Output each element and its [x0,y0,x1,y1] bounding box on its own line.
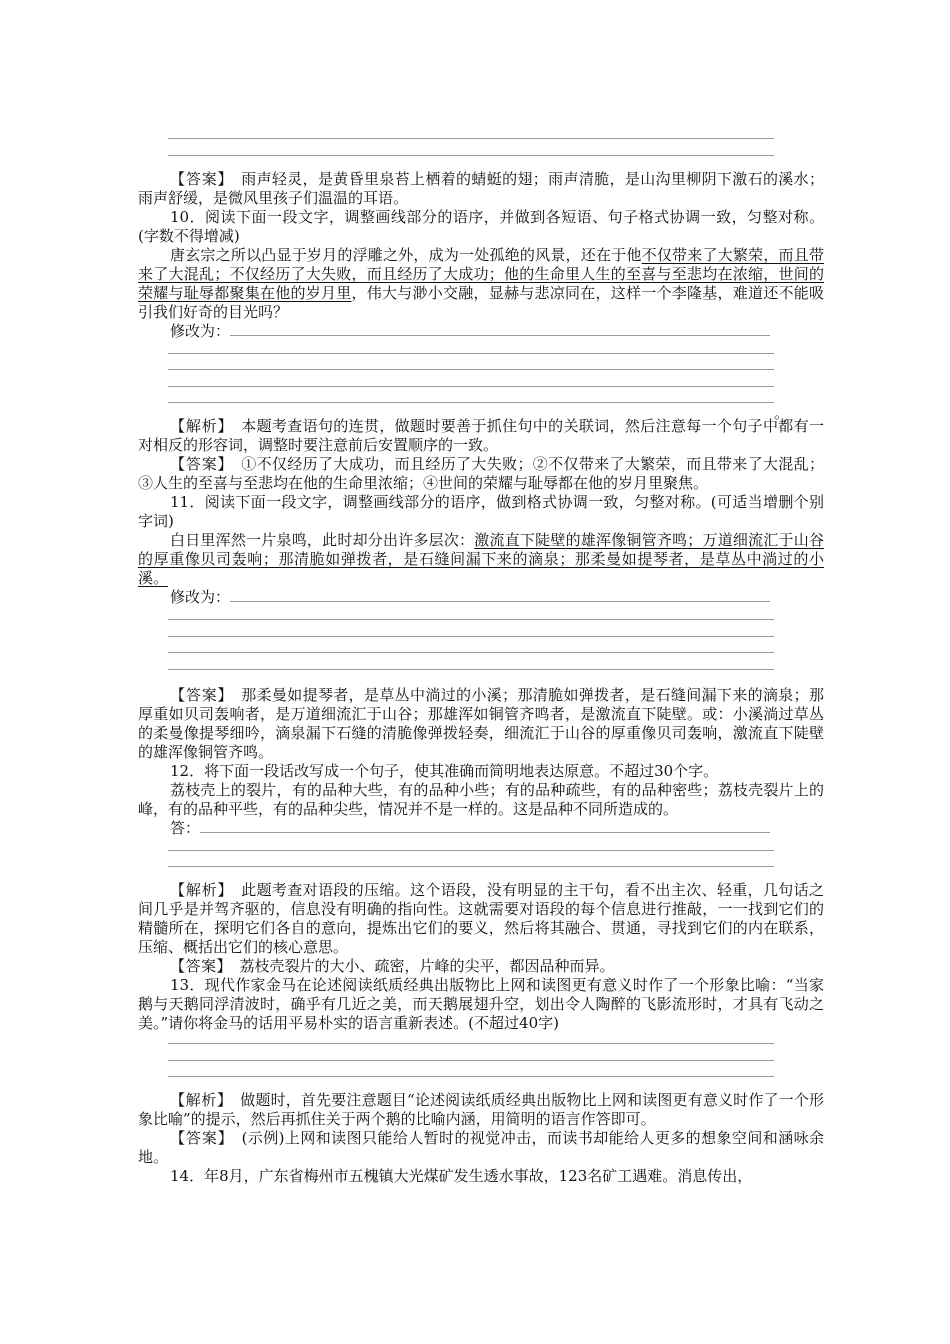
answer-tag: 【答案】 [170,1129,227,1147]
answer-text: 雨声轻灵，是黄昏里泉苔上栖着的蜻蜓的翅；雨声清脆，是山沟里柳阴下激石的溪水；雨声舒缓，是微风里孩子们温温的耳语。 [138,169,824,207]
q11-modify-row [138,588,824,607]
answer-tag: 【答案】 [170,455,226,473]
q10-analysis [138,417,824,455]
analysis-text: 本题考查语句的连贯，做题时要善于抓住句中的关联词，然后注意每一个句子中都有一对相反的形容词，调整时要注意前后安置顺序的一致。 [138,417,824,454]
answer-line [168,369,774,370]
passage-text: 唐玄宗之所以凸显于岁月的浮雕之外，成为一处孤绝的风景，还在于他 [170,245,642,264]
answer-tag: 【答案】 [170,957,225,975]
q10-stem: 10．阅读下面一段文字，调整画线部分的语序，并做到各短语、句子格式协调一致，匀整对称。(字数不得增减) [138,207,824,245]
last-line-row [138,402,824,422]
passage-text: 白日里浑然一片泉鸣，此时却分出许多层次： [170,531,475,549]
underlined-text: 激流直下陡壁的雄浑像铜管齐鸣；万道细流汇于山谷的厚重像贝司轰响；那清脆如弹拨者，是石缝间漏下来的滴泉；那柔曼如提琴者，是草丛中淌过的小溪。 [138,531,824,587]
answer-text: 荔枝壳裂片的大小、疏密，片峰的尖平，都因品种而异。 [224,957,615,975]
worksheet-page [138,130,824,1186]
answer-line [168,155,774,156]
q13-answer [138,1129,824,1167]
q12-answer [138,957,824,976]
answer-label: 答： [170,818,201,837]
q10-modify-row [138,322,824,341]
analysis-tag: 【解析】 [170,1091,226,1109]
q13-analysis [138,1091,824,1129]
answer-line [168,850,774,851]
q11-passage [138,531,824,588]
q12-stem: 12．将下面一段话改写成一个句子，使其准确而简明地表达原意。不超过30个字。 [170,761,719,780]
analysis-tag: 【解析】 [170,417,226,435]
answer-line [168,1043,774,1044]
underlined-text: 不仅带来了大繁荣，而且带来了大混乱；不仅经历了大失败，而且经历了大成功；他的生命里人生的至喜与至悲均在浓缩，世间的荣耀与耻辱都聚集在他的岁月里 [138,245,824,302]
answer-line [168,138,774,139]
answer-line [230,600,770,602]
modify-label: 修改为： [170,588,231,606]
q10-answer [138,455,824,493]
q14-stem: 14．年8月，广东省梅州市五槐镇大光煤矿发生透水事故，123名矿工遇难。消息传出， [170,1167,753,1185]
analysis-tag: 【解析】 [170,881,226,899]
q13-stem: 13．现代作家金马在论述阅读纸质经典出版物比上网和读图更有意义时作了一个形象比喻：“当家鹅与天鹅同浮清波时，确乎有几近之美，而天鹅展翅升空，划出令人陶醉的飞影流形时，才具有飞动之美。”请你将金马的话用平易朴实的语言重新表述。(不超过40字) [138,976,824,1032]
answer-text: 那柔曼如提琴者，是草丛中淌过的小溪；那清脆如弹拨者，是石缝间漏下来的滴泉；那厚重如贝司轰响者，是万道细流汇于山谷；那雄浑如铜管齐鸣者，是激流直下陡壁。或：小溪淌过草丛的柔曼像提琴细吟，滴泉漏下石缝的清脆像弹拨轻奏，细流汇于山谷的厚重像贝司轰响，激流直下陡壁的雄浑像铜管齐鸣。 [138,685,824,761]
answer-text: (示例)上网和读图只能给人暂时的视觉冲击，而读书却能给人更多的想象空间和涵咏余地。 [138,1129,824,1166]
q12-analysis [138,881,824,957]
passage-text: ，伟大与渺小交融，显赫与悲凉同在，这样一个李隆基，难道还不能吸引我们好奇的目光吗？ [138,283,824,321]
answer-line [168,636,774,637]
q12-answer-row [138,819,824,838]
answer-line [168,386,774,387]
answer-tag: 【答案】 [170,169,226,188]
q11-stem: 11．阅读下面一段文字，调整画线部分的语序，做到格式协调一致，匀整对称。(可适当增删个别字词) [138,493,824,530]
answer-line [200,831,770,833]
end-mark: 。 [774,404,790,422]
q12-passage: 荔枝壳上的裂片，有的品种大些，有的品种小些；有的品种疏些，有的品种密些；荔枝壳裂片上的峰，有的品种平些，有的品种尖些，情况并不是一样的。这是品种不同所造成的。 [138,780,824,818]
answer-tag: 【答案】 [170,685,226,704]
prev-answer [138,170,824,208]
answer-line [168,353,774,354]
answer-line [168,619,774,620]
q11-answer [138,686,824,762]
answer-line [168,652,774,653]
q10-passage [138,246,824,322]
answer-line [230,334,770,336]
modify-label: 修改为： [170,321,231,340]
answer-line [168,866,774,867]
answer-text: ①不仅经历了大成功，而且经历了大失败；②不仅带来了大繁荣，而且带来了大混乱；③人生的至喜与至悲均在他的生命里浓缩；④世间的荣耀与耻辱都在他的岁月里聚焦。 [138,455,824,492]
analysis-text: 做题时，首先要注意题目“论述阅读纸质经典出版物比上网和读图更有意义时作了一个形象比喻”的提示，然后再抓住关于两个鹅的比喻内涵，用简明的语言作答即可。 [138,1091,824,1128]
answer-line [168,669,774,670]
answer-line [168,402,774,403]
analysis-text: 此题考查对语段的压缩。这个语段，没有明显的主干句，看不出主次、轻重，几句话之间几乎是并驾齐驱的，信息没有明确的指向性。这就需要对语段的每个信息进行推敲，一一找到它们的精髓所在，探明它们各自的意向，提炼出它们的要义，然后将其融合、贯通，寻找到它们的内在联系，压缩、概括出它们的核心意思。 [138,881,824,956]
answer-line [168,1076,774,1077]
answer-line [168,1060,774,1061]
